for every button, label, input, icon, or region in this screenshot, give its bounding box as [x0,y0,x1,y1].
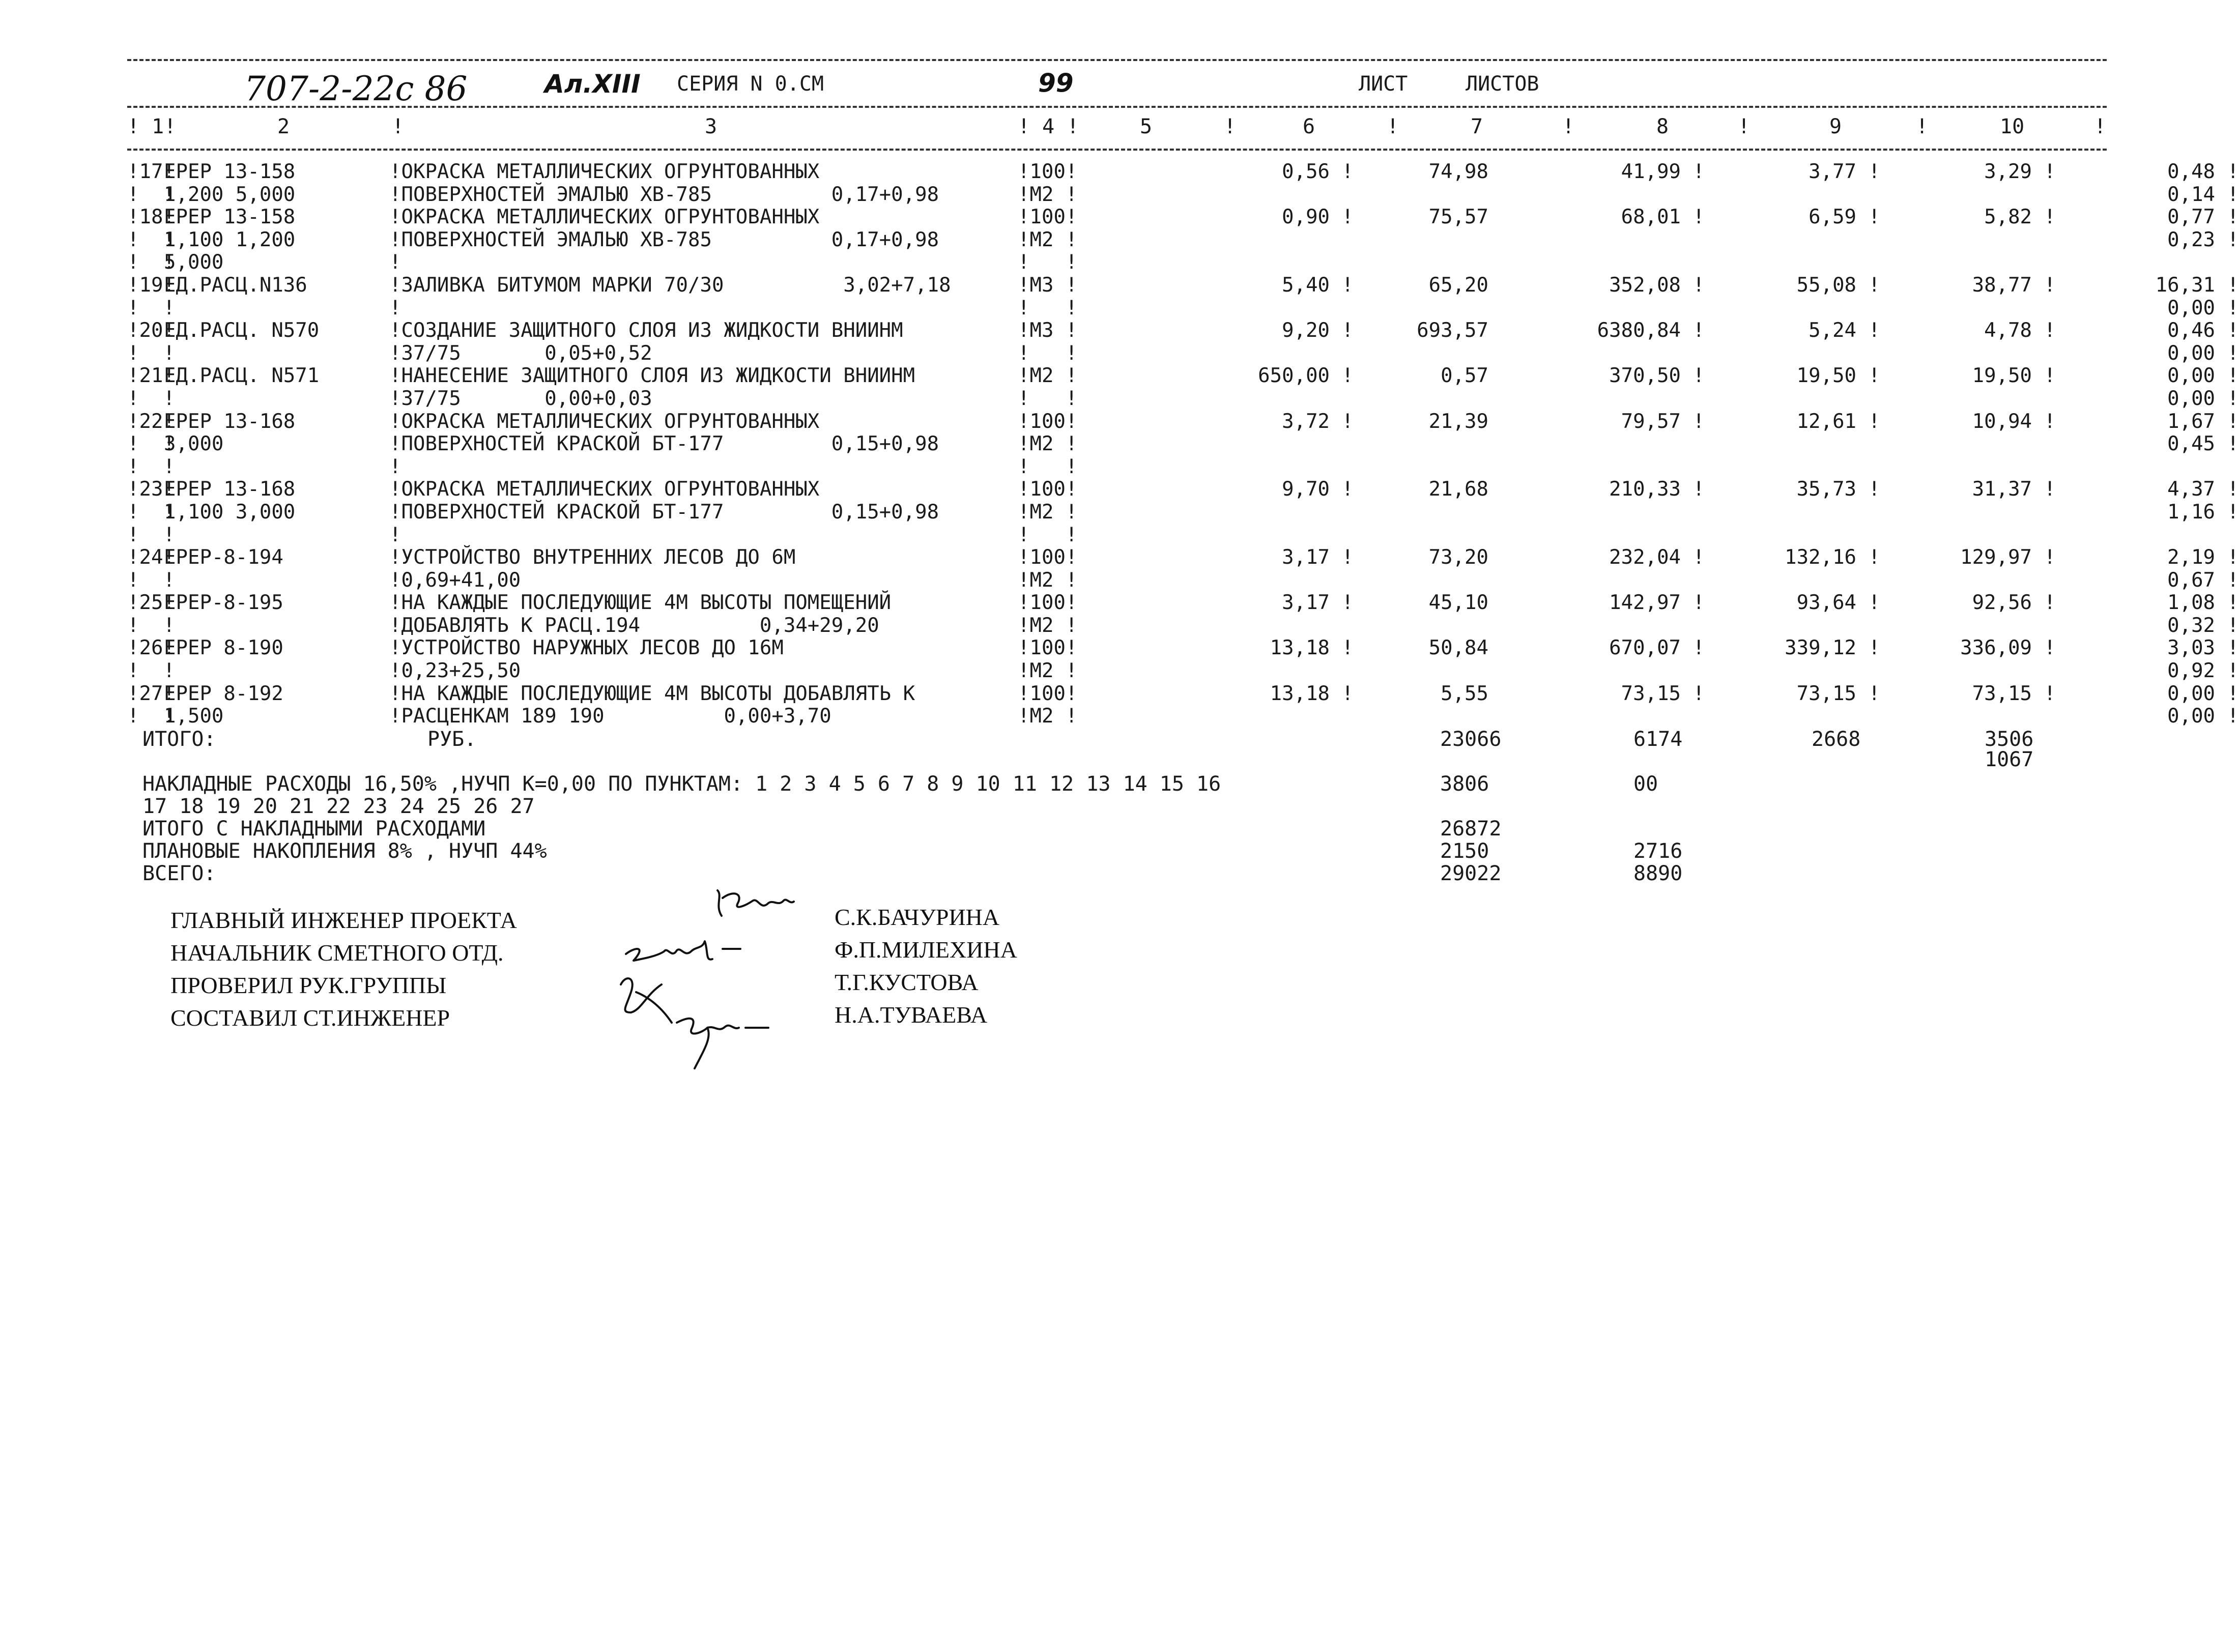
cell-c9: 336,09 ! [1960,636,2056,660]
cell-c10: 0,48 ! [2167,160,2239,183]
cell-c4: !100! [1018,206,1078,229]
cell-c8: 132,16 ! [1785,546,1880,569]
table-row-line [127,410,2239,433]
cell-c4: !М3 ! [1018,319,1078,342]
table-row [127,546,2239,592]
cell-c4: !100! [1018,591,1078,615]
signature-name: С.К.БАЧУРИНА [835,904,1000,930]
itogo-col8: 6174 [1633,728,1683,751]
cell-c4: !100! [1018,636,1078,660]
cell-c3: !ОКРАСКА МЕТАЛЛИЧЕСКИХ ОГРУНТОВАННЫХ [389,206,820,229]
table-row-line [127,387,2239,411]
cell-c2: 1,200 5,000 [164,183,296,206]
cell-c3: !УСТРОЙСТВО ВНУТРЕННИХ ЛЕСОВ ДО 6М [389,546,796,569]
cell-c7: 210,33 ! [1609,478,1705,501]
planned-col8: 2716 [1633,839,1683,863]
cell-c1: !23! [127,478,175,501]
signature-role: СОСТАВИЛ СТ.ИНЖЕНЕР [170,1005,450,1031]
col-header-sep: ! [1224,115,1237,138]
cell-c3: !ЗАЛИВКА БИТУМОМ МАРКИ 70/30 3,02+7,18 [389,273,951,297]
cell-c1: ! ! [127,614,175,637]
cell-c3: !37/75 0,00+0,03 [389,387,652,410]
cell-c5: 0,56 ! [1282,160,1354,183]
cell-c8: 19,50 ! [1796,364,1880,388]
cell-c8: 35,73 ! [1796,478,1880,501]
cell-c7: 352,08 ! [1609,273,1705,297]
cell-c10: 0,67 ! [2167,568,2239,592]
cell-c4: ! ! [1018,387,1078,410]
cell-c1: ! ! [127,455,175,478]
table-row-line [127,659,2239,683]
cell-c5: 3,72 ! [1282,410,1354,433]
cell-c10: 0,92 ! [2167,659,2239,683]
cell-c2: 3,000 [164,432,224,456]
table-row-line [127,456,2107,479]
cell-c4: !М2 ! [1018,500,1078,524]
cell-c7: 68,01 ! [1621,206,1705,229]
cell-c5: 0,90 ! [1282,206,1354,229]
cell-c1: !19! [127,273,175,297]
cell-c4: !100! [1018,160,1078,183]
cell-c3: ! [389,523,401,546]
cell-c2: ЕРЕР 8-192 [164,682,283,705]
signature-role: ГЛАВНЫЙ ИНЖЕНЕР ПРОЕКТА [170,907,517,933]
cell-c9: 92,56 ! [1972,591,2056,615]
cell-c1: !17! [127,160,175,183]
cell-c2: ЕРЕР-8-195 [164,591,283,615]
cell-c10: 0,45 ! [2167,432,2239,456]
cell-c1: !18! [127,206,175,229]
cell-c8: 3,77 ! [1809,160,1880,183]
cell-c2: ЕРЕР-8-194 [164,546,283,569]
col-header-sep: ! [2094,115,2107,138]
cell-c5: 13,18 ! [1270,682,1354,705]
table-row-line [127,341,2239,365]
cell-c4: !100! [1018,410,1078,433]
cell-c4: ! ! [1018,296,1078,320]
cell-c1: ! ! [127,659,175,683]
table-row-line [127,364,2239,388]
cell-c10: 0,46 ! [2167,319,2239,342]
cell-c10: 0,00 ! [2167,296,2239,320]
col-header-sep: ! [1738,115,1750,138]
cell-c5: 5,40 ! [1282,273,1354,297]
cell-c2: 1,500 [164,705,224,728]
cell-c10: 0,14 ! [2167,183,2239,206]
cell-c3: ! [389,296,401,320]
cell-c7: 6380,84 ! [1597,319,1705,342]
col-header-5: 5 [1140,115,1153,138]
itogo-col10b: 1067 [1985,748,2034,771]
table-row-line [127,682,2239,706]
cell-c2: ЕРЕР 13-168 [164,410,296,433]
cell-c2: ЕД.РАСЦ. N570 [164,319,320,342]
cell-c8: 6,59 ! [1809,206,1880,229]
cell-c6: 73,20 [1428,546,1488,569]
overhead-label-items: 17 18 19 20 21 22 23 24 25 26 27 [142,795,535,818]
cell-c9: 3,29 ! [1984,160,2056,183]
cell-c10: 0,00 ! [2167,705,2239,728]
cell-c1: ! ! [127,705,175,728]
cell-c7: 79,57 ! [1621,410,1705,433]
cell-c6: 50,84 [1428,636,1488,660]
cell-c6: 5,55 [1441,682,1488,705]
table-row-line [127,636,2239,660]
col-header-6: 6 [1303,115,1315,138]
cell-c4: !М2 ! [1018,183,1078,206]
cell-c2: 1,100 3,000 [164,500,296,524]
cell-c1: ! ! [127,432,175,456]
col-header-8: 8 [1656,115,1669,138]
cell-c10: 0,00 ! [2167,364,2239,388]
cell-c10: 16,31 ! [2155,273,2239,297]
cell-c2: ЕД.РАСЦ.N136 [164,273,307,297]
total-col7: 29022 [1440,862,1502,885]
cell-c5: 3,17 ! [1282,591,1354,615]
cell-c2: 1,100 1,200 [164,228,296,251]
cell-c5: 13,18 ! [1270,636,1354,660]
col-header-sep: ! [392,115,405,138]
cell-c1: ! ! [127,523,175,546]
cell-c2: 5,000 [164,251,224,274]
cell-c1: !21! [127,364,175,388]
itogo-col9: 2668 [1812,728,1861,751]
cell-c3: !УСТРОЙСТВО НАРУЖНЫХ ЛЕСОВ ДО 16М [389,636,784,660]
itogo-col7: 23066 [1440,728,1502,751]
cell-c6: 21,39 [1428,410,1488,433]
cell-c3: !ОКРАСКА МЕТАЛЛИЧЕСКИХ ОГРУНТОВАННЫХ [389,160,820,183]
table-row [127,206,2239,274]
cell-c2: ЕРЕР 13-168 [164,478,296,501]
cell-c6: 0,57 [1441,364,1488,388]
signature-name: Т.Г.КУСТОВА [835,969,979,995]
cell-c6: 65,20 [1428,273,1488,297]
cell-c7: 232,04 ! [1609,546,1705,569]
cell-c5: 9,20 ! [1282,319,1354,342]
cell-c6: 21,68 [1428,478,1488,501]
cell-c8: 5,24 ! [1809,319,1880,342]
cell-c7: 370,50 ! [1609,364,1705,388]
table-row-line [127,251,2107,274]
cell-c10: 0,00 ! [2167,387,2239,410]
cell-c4: !М2 ! [1018,659,1078,683]
cell-c4: !100! [1018,682,1078,705]
cell-c4: !М2 ! [1018,228,1078,251]
cell-c4: ! ! [1018,251,1078,274]
table-row-line [127,524,2107,547]
cell-c3: !СОЗДАНИЕ ЗАЩИТНОГО СЛОЯ ИЗ ЖИДКОСТИ ВНИИНМ [389,319,903,342]
cell-c4: !М2 ! [1018,568,1078,592]
planned-col7: 2150 [1440,839,1489,863]
cell-c2: ЕД.РАСЦ. N571 [164,364,320,388]
cell-c4: !М2 ! [1018,614,1078,637]
cell-c10: 0,00 ! [2167,341,2239,365]
cell-c8: 12,61 ! [1796,410,1880,433]
cell-c4: ! ! [1018,341,1078,365]
table-row [127,273,2239,320]
cell-c4: !М2 ! [1018,364,1078,388]
sheets-label: ЛИСТОВ [1466,72,1539,96]
table-row [127,636,2239,683]
table-row-line [127,591,2239,615]
total-col8: 8890 [1633,862,1683,885]
cell-c10: 3,03 ! [2167,636,2239,660]
cell-c10: 0,00 ! [2167,682,2239,705]
signature-name: Ф.П.МИЛЕХИНА [835,937,1017,963]
col-header-4: ! 4 ! [1018,115,1079,138]
cell-c3: !ДОБАВЛЯТЬ К РАСЦ.194 0,34+29,20 [389,614,879,637]
table-row [127,591,2239,637]
overhead-label: НАКЛАДНЫЕ РАСХОДЫ 16,50% ,НУЧП К=0,00 ПО ПУНКТАМ: 1 2 3 4 5 6 7 8 9 10 11 12 13 14 15 16 [142,772,1221,796]
cell-c10: 0,32 ! [2167,614,2239,637]
cell-c6: 75,57 [1428,206,1488,229]
cell-c8: 93,64 ! [1796,591,1880,615]
cell-c4: !М2 ! [1018,705,1078,728]
header-rule [127,106,2107,108]
cell-c3: !РАСЦЕНКАМ 189 190 0,00+3,70 [389,705,831,728]
cell-c3: ! [389,455,401,478]
cell-c3: !0,69+41,00 [389,568,521,592]
cell-c9: 38,77 ! [1972,273,2056,297]
table-row-line [127,568,2239,592]
signature-role: НАЧАЛЬНИК СМЕТНОГО ОТД. [170,940,504,966]
top-rule [127,59,2107,61]
table-row-line [127,614,2239,637]
cell-c4: !М3 ! [1018,273,1078,297]
cell-c10: 1,67 ! [2167,410,2239,433]
cell-c3: !НА КАЖДЫЕ ПОСЛЕДУЮЩИЕ 4М ВЫСОТЫ ПОМЕЩЕНИЙ [389,591,892,615]
cell-c1: !25! [127,591,175,615]
cell-c7: 41,99 ! [1621,160,1705,183]
cell-c1: ! ! [127,183,175,206]
cell-c5: 3,17 ! [1282,546,1354,569]
cell-c1: !27! [127,682,175,705]
cell-c6: 693,57 [1417,319,1488,342]
table-row-line [127,183,2239,207]
album-number: Ал.XIII [544,69,641,99]
cell-c3: !ПОВЕРХНОСТЕЙ ЭМАЛЬЮ ХВ-785 0,17+0,98 [389,183,939,206]
cell-c10: 2,19 ! [2167,546,2239,569]
cell-c1: ! ! [127,296,175,320]
cell-c6: 45,10 [1428,591,1488,615]
cell-c9: 19,50 ! [1972,364,2056,388]
table-row-line [127,228,2239,252]
itogo-col10: 3506 [1985,728,2034,751]
cell-c6: 74,98 [1428,160,1488,183]
col-header-9: 9 [1829,115,1842,138]
sheet-label: ЛИСТ [1359,72,1408,96]
cell-c9: 5,82 ! [1984,206,2056,229]
cell-c5: 650,00 ! [1258,364,1354,388]
cell-c3: !37/75 0,05+0,52 [389,341,652,365]
cell-c1: !24! [127,546,175,569]
cell-c10: 4,37 ! [2167,478,2239,501]
project-code: 707-2-22с 86 [244,69,468,108]
cell-c8: 339,12 ! [1785,636,1880,660]
cell-c10: 1,08 ! [2167,591,2239,615]
cell-c3: !ПОВЕРХНОСТЕЙ КРАСКОЙ БТ-177 0,15+0,98 [389,500,939,524]
table-row-line [127,500,2239,524]
cell-c4: !100! [1018,546,1078,569]
cell-c4: !М2 ! [1018,432,1078,456]
table-row-line [127,273,2239,297]
itogo-label: ИТОГО: [142,728,216,751]
cell-c7: 73,15 ! [1621,682,1705,705]
overhead-col7: 3806 [1440,772,1489,796]
estimate-table [127,160,2239,728]
cell-c10: 0,23 ! [2167,228,2239,251]
cell-c3: !ПОВЕРХНОСТЕЙ КРАСКОЙ БТ-177 0,15+0,98 [389,432,939,456]
table-row-line [127,296,2239,320]
table-row-line [127,478,2239,501]
total-label: ВСЕГО: [142,862,216,885]
cell-c2: ЕРЕР 13-158 [164,160,296,183]
page-number: 99 [1038,68,1074,98]
cell-c10: 1,16 ! [2167,500,2239,524]
col-header-2: 2 [277,115,290,138]
handwritten-signatures [600,875,835,1079]
col-header-sep: ! [1916,115,1929,138]
cell-c1: ! ! [127,500,175,524]
cell-c9: 129,97 ! [1960,546,2056,569]
col-header-3: 3 [705,115,717,138]
cell-c3: !НА КАЖДЫЕ ПОСЛЕДУЮЩИЕ 4М ВЫСОТЫ ДОБАВЛЯТЬ К [389,682,915,705]
table-row [127,319,2239,365]
cell-c3: !ПОВЕРХНОСТЕЙ ЭМАЛЬЮ ХВ-785 0,17+0,98 [389,228,939,251]
cell-c7: 670,07 ! [1609,636,1705,660]
col-header-sep: ! [1387,115,1399,138]
cell-c8: 73,15 ! [1796,682,1880,705]
signature-name: Н.А.ТУВАЕВА [835,1002,988,1028]
cell-c1: ! ! [127,251,175,274]
col-header-10: 10 [2000,115,2025,138]
cell-c3: !НАНЕСЕНИЕ ЗАЩИТНОГО СЛОЯ ИЗ ЖИДКОСТИ ВНИИНМ [389,364,915,388]
cell-c1: ! ! [127,228,175,251]
cell-c4: ! ! [1018,523,1078,546]
cell-c1: ! ! [127,341,175,365]
cell-c1: !22! [127,410,175,433]
series-label: СЕРИЯ N 0.СМ [677,72,824,96]
table-row [127,682,2239,728]
table-row-line [127,546,2239,569]
table-row-line [127,705,2239,728]
cell-c8: 55,08 ! [1796,273,1880,297]
cell-c4: !100! [1018,478,1078,501]
cell-c9: 73,15 ! [1972,682,2056,705]
table-row-line [127,319,2239,342]
cell-c10: 0,77 ! [2167,206,2239,229]
cell-c1: ! ! [127,568,175,592]
with-overhead-col7: 26872 [1440,817,1502,841]
cell-c1: !26! [127,636,175,660]
col-header-sep: ! [1562,115,1575,138]
cell-c5: 9,70 ! [1282,478,1354,501]
itogo-unit: РУБ. [427,728,477,751]
table-row [127,478,2239,546]
cell-c3: !ОКРАСКА МЕТАЛЛИЧЕСКИХ ОГРУНТОВАННЫХ [389,410,820,433]
overhead-col8: 00 [1633,772,1658,796]
table-row-line [127,432,2239,456]
col-header-7: 7 [1471,115,1483,138]
cell-c2: ЕРЕР 13-158 [164,206,296,229]
cell-c9: 31,37 ! [1972,478,2056,501]
cell-c9: 10,94 ! [1972,410,2056,433]
cell-c4: ! ! [1018,455,1078,478]
table-row [127,160,2239,206]
colhdr-rule [127,149,2107,151]
cell-c9: 4,78 ! [1984,319,2056,342]
table-row [127,410,2239,479]
cell-c2: ЕРЕР 8-190 [164,636,283,660]
cell-c1: !20! [127,319,175,342]
planned-label: ПЛАНОВЫЕ НАКОПЛЕНИЯ 8% , НУЧП 44% [142,839,547,863]
col-header-1: ! 1! [127,115,177,138]
with-overhead-label: ИТОГО С НАКЛАДНЫМИ РАСХОДАМИ [142,817,486,841]
table-row [127,364,2239,410]
cell-c3: !ОКРАСКА МЕТАЛЛИЧЕСКИХ ОГРУНТОВАННЫХ [389,478,820,501]
table-row-line [127,160,2239,184]
signature-role: ПРОВЕРИЛ РУК.ГРУППЫ [170,972,447,998]
cell-c1: ! ! [127,387,175,410]
cell-c3: ! [389,251,401,274]
cell-c7: 142,97 ! [1609,591,1705,615]
cell-c3: !0,23+25,50 [389,659,521,683]
table-row-line [127,206,2239,229]
